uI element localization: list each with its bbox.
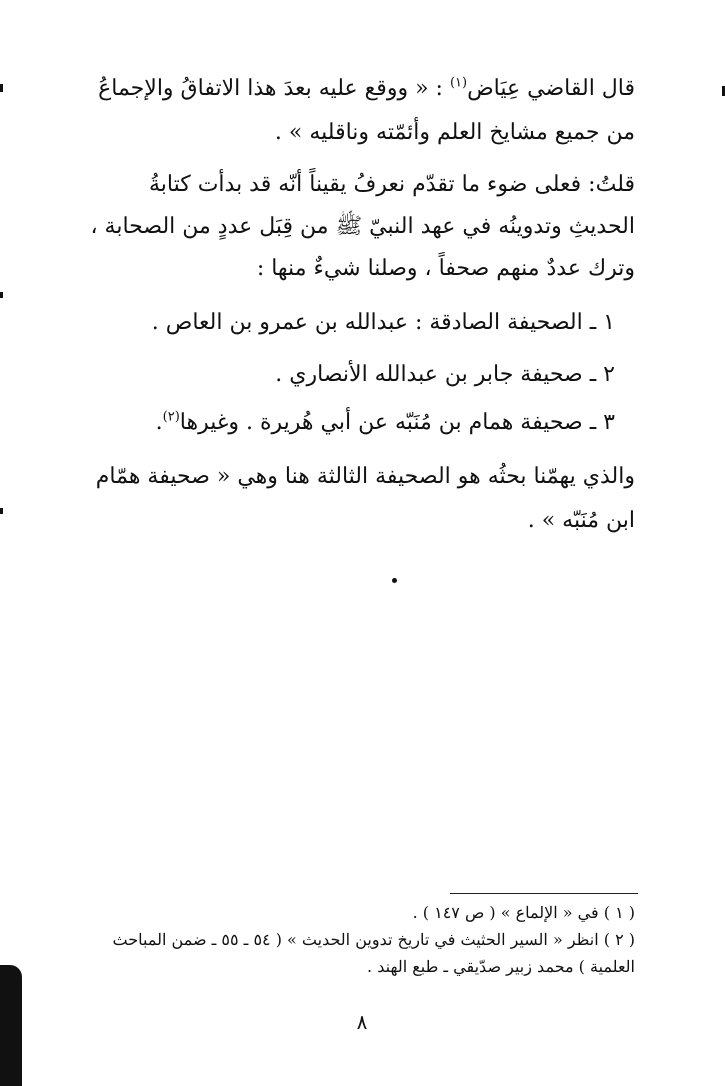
- quote-text: : « ووقع عليه بعدَ هذا الاتفاقُ والإجماعُ: [98, 76, 443, 101]
- footnote-separator: [450, 893, 638, 894]
- footnote-ref-2[interactable]: (٢): [162, 409, 180, 425]
- list-item-3: [156, 408, 615, 438]
- ink-dot: [392, 578, 397, 583]
- scan-mark-top: [0, 84, 3, 92]
- paragraph-1-line-2: من جميع مشايخ العلم وأئمّته وناقليه » .: [274, 120, 635, 145]
- page-number: ٨: [356, 1010, 368, 1034]
- paragraph-2-line-3: وترك عددٌ منهم صحفاً ، وصلنا شيءٌ منها :: [256, 256, 635, 281]
- footnote-2-line-2: العلمية ) محمد زبير صدّيقي ـ طبع الهند .: [367, 957, 635, 976]
- footnote-2-line-1: ( ٢ ) انظر « السير الحثيث في تاريخ تدوين الحديث » ( ٥٤ ـ ٥٥ ـ ضمن المباحث: [112, 930, 635, 949]
- paragraph-1-line-1: [80, 74, 635, 104]
- scan-mark-lower: [0, 508, 3, 514]
- paragraph-2-line-1: قلتُ: فعلى ضوء ما تقدّم نعرفُ يقيناً أنّه قد بدأت كتابةُ: [148, 172, 635, 197]
- quote-attribution: قال القاضي عِيَاض: [467, 76, 635, 101]
- list-item-2: ٢ ـ صحيفة جابر بن عبدالله الأنصاري .: [275, 362, 615, 387]
- scan-shadow: [0, 965, 22, 1086]
- paragraph-3-line-1: والذي يهمّنا بحثُه هو الصحيفة الثالثة هنا وهي « صحيفة همّام: [95, 464, 635, 489]
- list-item-3-text: ٣ ـ صحيفة همام بن مُنَبّه عن أبي هُريرة . وغيرها: [179, 410, 615, 435]
- scan-mark-middle: [0, 292, 3, 298]
- footnote-ref-1[interactable]: (١): [449, 75, 468, 91]
- list-item-1: ١ ـ الصحيفة الصادقة : عبدالله بن عمرو بن العاص .: [151, 310, 615, 335]
- footnote-1: ( ١ ) في « الإلماع » ( ص ١٤٧ ) .: [412, 903, 635, 922]
- paragraph-3-line-2: ابن مُنَبّه » .: [527, 508, 635, 533]
- paragraph-2-line-2: الحديثِ وتدوينُه في عهد النبيّ ﷺ من قِبَل عددٍ من الصحابة ،: [90, 214, 635, 239]
- list-item-3-tail: .: [155, 410, 163, 435]
